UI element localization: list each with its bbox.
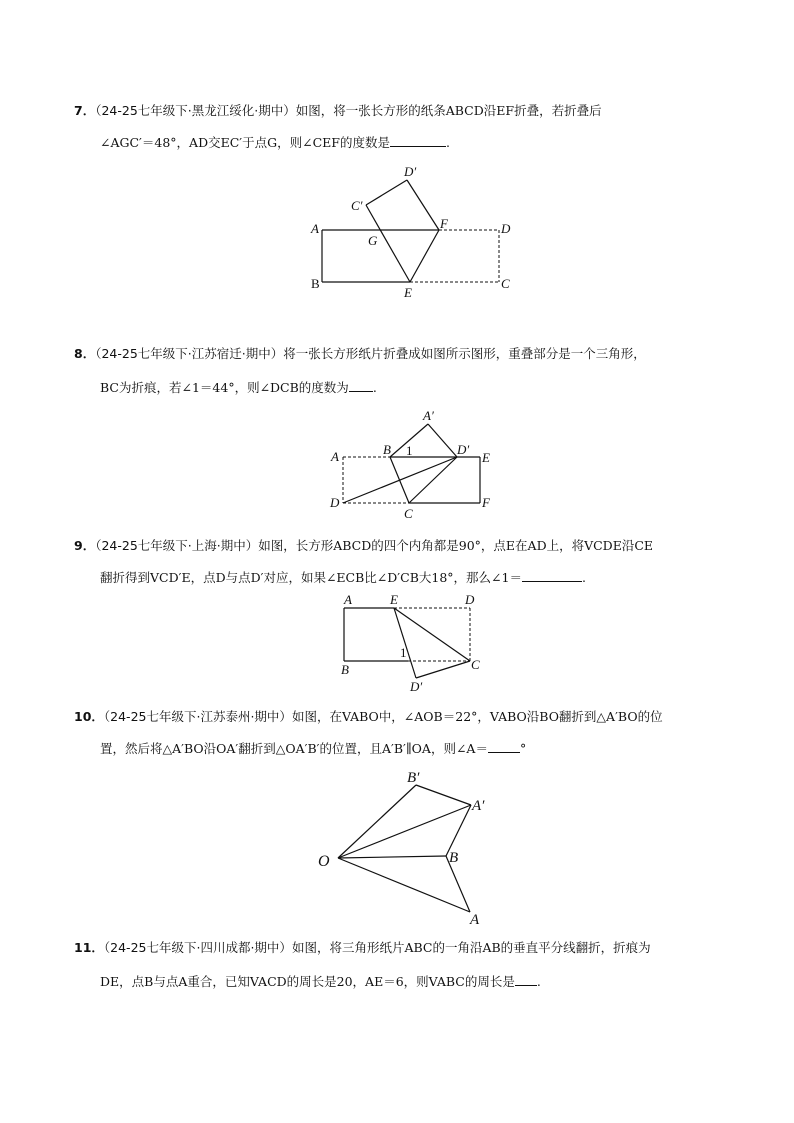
q8-label-a: A [331, 449, 339, 464]
q7-label-f: F [440, 216, 448, 231]
q10-text2: 置，然后将△A′BO沿OA′翻折到△OA′B′的位置，且A′B′∥OA，则∠A＝ [100, 741, 488, 756]
q8-label-e: E [482, 450, 490, 465]
q11-text2: DE，点B与点A重合，已知VACD的周长是20，AE＝6，则VABC的周长是 [100, 974, 515, 989]
q7-label-d: D [501, 221, 511, 236]
q9-label-angle1: 1 [400, 645, 407, 660]
q9-label-a: A [344, 592, 352, 607]
q10-figure [310, 762, 510, 932]
q10-end: ° [519, 741, 527, 756]
q9-figure [330, 590, 490, 700]
q9-line2 [100, 569, 586, 586]
q8-line2 [100, 379, 377, 396]
q7-line2 [100, 134, 450, 151]
q7-label-cprime: C′ [351, 198, 363, 213]
q7-text2: ∠AGC′＝48°，AD交EC′于点G，则∠CEF的度数是 [100, 135, 390, 150]
q10-line2 [100, 740, 526, 757]
q7-label-b: B [311, 276, 320, 291]
q11-source: （24-25七年级下·四川成都·期中） [103, 940, 292, 955]
q8-label-b: B [383, 442, 391, 457]
q7-text1: 如图，将一张长方形的纸条ABCD沿EF折叠，若折叠后 [295, 103, 602, 118]
q8-label-dprime: D′ [457, 442, 470, 457]
q9-label-e: E [390, 592, 398, 607]
q7-line1 [74, 103, 602, 119]
q10-answer-blank[interactable] [488, 740, 520, 753]
q11-text1: 如图，将三角形纸片ABC的一角沿AB的垂直平分线翻折，折痕为 [291, 940, 651, 955]
q9-source: （24-25七年级下·上海·期中） [95, 538, 259, 553]
q9-label-b: B [341, 662, 349, 677]
q8-answer-blank[interactable] [349, 379, 373, 392]
q9-answer-blank[interactable] [522, 569, 582, 582]
q7-label-e: E [404, 285, 412, 300]
q8-text1: 将一张长方形纸片折叠成如图所示图形，重叠部分是一个三角形， [283, 346, 646, 361]
q10-text1: 如图，在VABO中，∠AOB＝22°，VABO沿BO翻折到△A′BO的位 [291, 709, 663, 724]
q8-text2: BC为折痕，若∠1＝44°，则∠DCB的度数为 [100, 380, 349, 395]
q8-label-c: C [404, 506, 413, 521]
q11-number: 11． [74, 940, 104, 955]
q9-label-d: D [465, 592, 475, 607]
q10-source: （24-25七年级下·江苏泰州·期中） [103, 709, 292, 724]
q10-number: 10． [74, 709, 104, 724]
q10-label-o: O [318, 853, 330, 870]
q10-label-a: A [470, 912, 480, 928]
q8-label-d: D [330, 495, 340, 510]
q10-label-b: B [449, 850, 459, 866]
q7-end: . [445, 135, 450, 150]
q9-line1 [74, 538, 653, 554]
q8-label-angle1: 1 [406, 443, 413, 458]
q11-end: . [536, 974, 541, 989]
q7-label-dprime: D′ [404, 164, 417, 179]
q10-line1 [74, 709, 663, 725]
q9-label-dprime: D′ [410, 679, 423, 694]
q9-text2: 翻折得到VCD′E，点D与点D′对应，如果∠ECB比∠D′CB大18°，那么∠1＝ [100, 570, 522, 585]
q8-label-aprime: A′ [423, 408, 434, 423]
q7-source: （24-25七年级下·黑龙江绥化·期中） [95, 103, 296, 118]
q9-text1: 如图，长方形ABCD的四个内角都是90°，点E在AD上，将VCDE沿CE [258, 538, 654, 553]
q7-label-g: G [368, 233, 378, 248]
q8-source: （24-25七年级下·江苏宿迁·期中） [95, 346, 284, 361]
q7-figure [300, 160, 530, 300]
q11-answer-blank[interactable] [515, 973, 537, 986]
q11-line1 [74, 940, 651, 956]
q8-end: . [372, 380, 377, 395]
q10-label-bprime: B′ [407, 770, 420, 786]
q9-number: 9． [74, 538, 96, 553]
q9-end: . [581, 570, 586, 585]
q8-line1 [74, 346, 646, 362]
q9-label-c: C [471, 657, 480, 672]
q8-figure [320, 403, 510, 523]
q11-line2 [100, 973, 541, 990]
q10-label-aprime: A′ [472, 798, 485, 814]
q7-label-c: C [501, 276, 510, 291]
q7-number: 7． [74, 103, 96, 118]
q7-answer-blank[interactable] [390, 134, 446, 147]
q8-label-f: F [482, 495, 490, 510]
q8-number: 8． [74, 346, 96, 361]
q7-label-a: A [311, 221, 319, 236]
